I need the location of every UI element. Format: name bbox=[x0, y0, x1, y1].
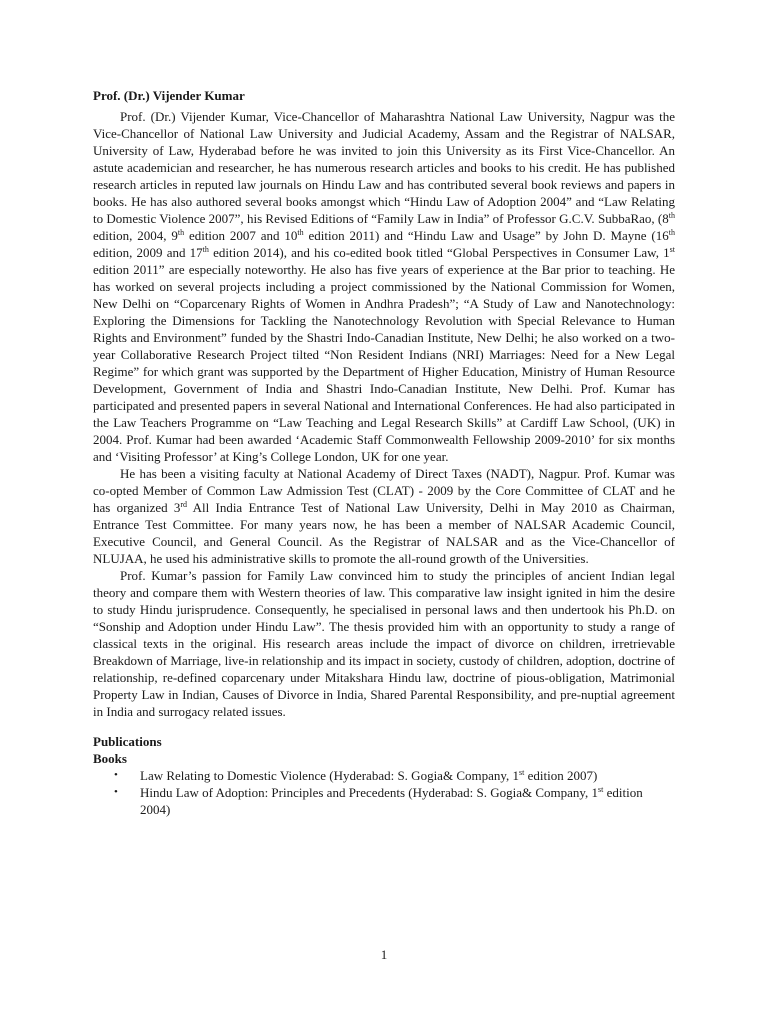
ordinal-superscript: th bbox=[202, 245, 209, 254]
ordinal-superscript: rd bbox=[180, 500, 188, 509]
bio-paragraph-2: He has been a visiting faculty at National Academy of Direct Taxes (NADT), Nagpur. Prof. Kumar was co-opted Member of Common Law Admission Test (CLAT) - 2009 by the Core Committee of CLAT and he has organized 3rd All India Entrance Test of National Law University, Delhi in May 2010 as Chairman, Entrance Test Committee. For many years now, he has been a member of NALSAR Academic Council, Executive Council, and General Council. As the Registrar of NALSAR and as the Vice-Chancellor of NLUJAA, he used his administrative skills to promote the all-round growth of the Universities. bbox=[93, 466, 675, 566]
list-item bbox=[93, 784, 675, 818]
books-list bbox=[93, 767, 675, 818]
bullet-icon: • bbox=[114, 786, 118, 798]
ordinal-superscript: th bbox=[297, 228, 304, 237]
bullet-icon: • bbox=[114, 769, 118, 781]
ordinal-superscript: th bbox=[668, 211, 675, 220]
list-item bbox=[93, 767, 675, 784]
ordinal-superscript: st bbox=[598, 785, 604, 794]
ordinal-superscript: th bbox=[668, 228, 675, 237]
ordinal-superscript: st bbox=[669, 245, 675, 254]
bio-paragraph-3: Prof. Kumar’s passion for Family Law convinced him to study the principles of ancient Indian legal theory and compare them with Western theories of law. This comparative law insight ignited in him the desire to study Hindu jurisprudence. Consequently, he specialised in personal laws and then undertook his Ph.D. on “Sonship and Adoption under Hindu Law”. The thesis provided him with an opportunity to study a range of classical texts in the original. His research areas include the impact of divorce on children, irretrievable Breakdown of Marriage, live-in relationship and its impact in society, custody of children, adoption, doctrine of relationship, re-defined coparcenary under Mitakshara Hindu law, doctrine of pious-obligation, Matrimonial Property Law in Indian, Causes of Divorce in India, Shared Parental Responsibility, and pre-nuptial agreement in India and surrogacy related issues. bbox=[93, 568, 675, 719]
ordinal-superscript: th bbox=[177, 228, 185, 237]
book-entry-1: Law Relating to Domestic Violence (Hyderabad: S. Gogia& Company, 1st edition 2007) bbox=[140, 768, 598, 783]
publications-heading: Publications bbox=[93, 734, 162, 749]
book-entry-2: Hindu Law of Adoption: Principles and Precedents (Hyderabad: S. Gogia& Company, 1st edition 2004) bbox=[140, 785, 643, 817]
page-content bbox=[93, 87, 675, 818]
books-heading: Books bbox=[93, 751, 127, 766]
bio-paragraph-1: Prof. (Dr.) Vijender Kumar, Vice-Chancellor of Maharashtra National Law University, Nagpur was the Vice-Chancellor of National Law University and Judicial Academy, Assam and the Registrar of NALSAR, University of Law, Hyderabad before he was invited to join this University as its First Vice-Chancellor. An astute academician and researcher, he has numerous research articles and books to his credit. He has published research articles in reputed law journals on Hindu Law and has contributed several book reviews and papers in books. He has also authored several books amongst which “Hindu Law of Adoption 2004” and “Law Relating to Domestic Violence 2007”, his Revised Editions of “Family Law in India” of Professor G.C.V. SubbaRao, (8th edition, 2004, 9th edition 2007 and 10th edition 2011) and “Hindu Law and Usage” by John D. Mayne (16th edition, 2009 and 17th edition 2014), and his co-edited book titled “Global Perspectives in Consumer Law, 1st edition 2011” are especially noteworthy. He also has five years of experience at the Bar prior to teaching. He has worked on several projects including a project commissioned by the National Commission for Women, New Delhi on “Coparcenary Rights of Women in Andhra Pradesh”; “A Study of Law and Nanotechnology: Exploring the Dimensions for Tackling the Nanotechnology Revolution with Special Relevance to Human Rights and Environment” funded by the Shastri Indo-Canadian Institute, New Delhi; he also worked on a two-year Collaborative Research Project tilted “Non Resident Indians (NRI) Marriages: Need for a New Legal Regime” for which grant was supported by the Department of Higher Education, Ministry of Human Resource Development, Government of India and Shastri Indo-Canadian Institute, New Delhi. Prof. Kumar has participated and presented papers in several National and International Conferences. He had also participated in the Law Teachers Programme on “Law Teaching and Legal Research Skills” at Cardiff Law School, (UK) in 2004. Prof. Kumar had been awarded ‘Academic Staff Commonwealth Fellowship 2009-2010’ for six months and ‘Visiting Professor’ at King’s College London, UK for one year. bbox=[93, 109, 675, 464]
bio-title: Prof. (Dr.) Vijender Kumar bbox=[93, 88, 245, 103]
page-number: 1 bbox=[380, 947, 388, 962]
ordinal-superscript: st bbox=[519, 768, 525, 777]
